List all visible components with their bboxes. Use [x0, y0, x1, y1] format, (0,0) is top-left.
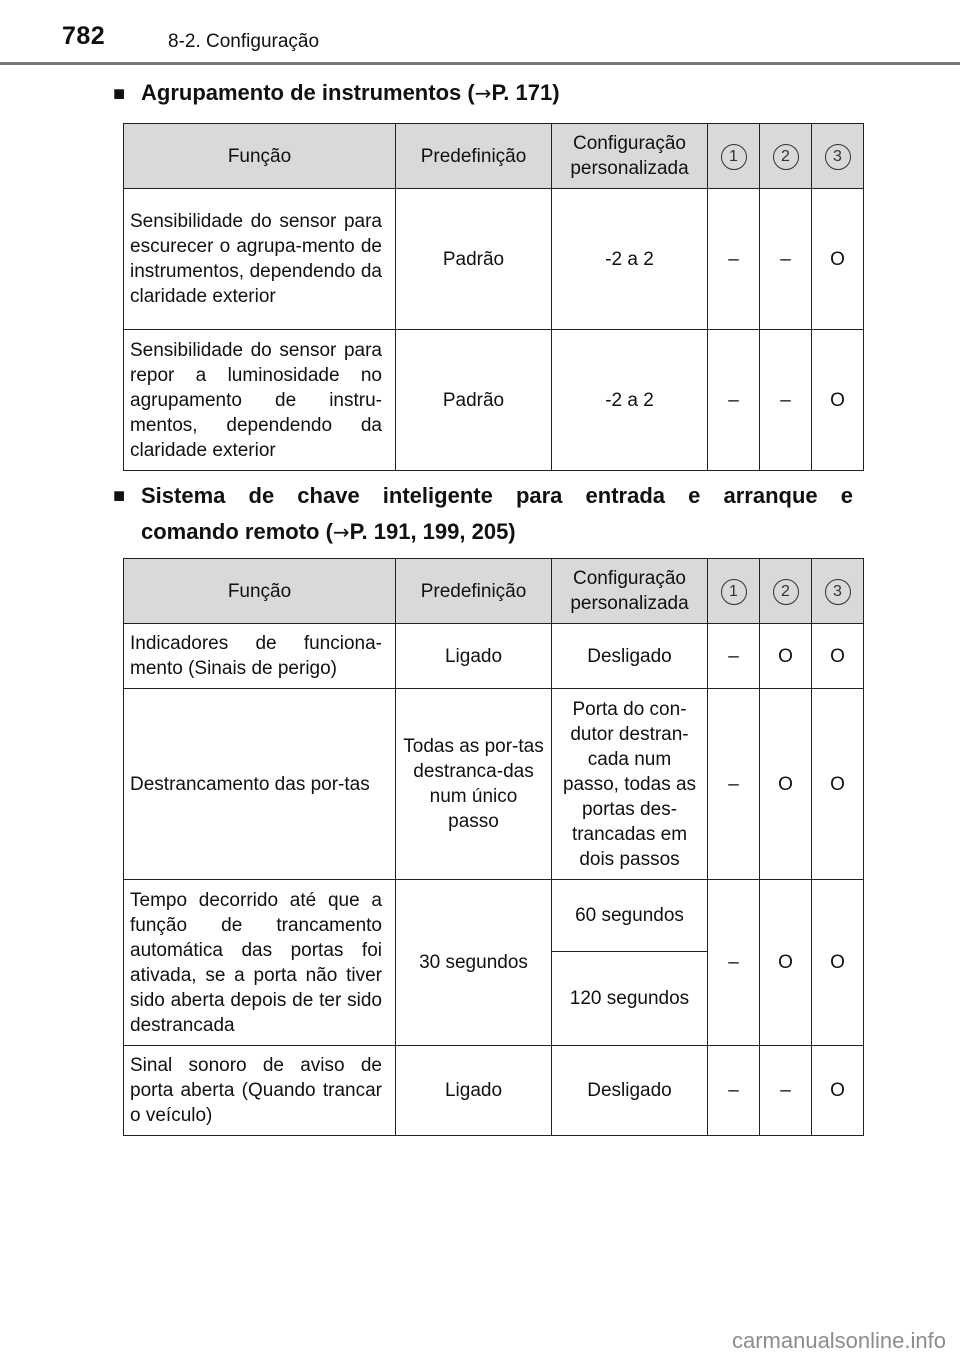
header-rule — [0, 62, 960, 65]
arrow-icon: → — [332, 520, 350, 544]
heading-text: Agrupamento de instrumentos ( — [141, 80, 475, 105]
table-row — [124, 330, 864, 471]
mode-3-cell: O — [812, 624, 864, 689]
mode-2-cell: – — [760, 330, 812, 471]
mode-1-cell: – — [708, 330, 760, 471]
page-ref-link[interactable]: P. 171) — [491, 80, 560, 105]
mode-2-cell: O — [760, 624, 812, 689]
table-row — [124, 689, 864, 880]
section-label: 8-2. Configuração — [168, 31, 320, 52]
section-heading-smart-key — [113, 478, 853, 550]
table-header-row — [124, 559, 864, 624]
function-cell: Sensibilidade do sensor para escurecer o agrupa-mento de instrumentos, dependendo da claridade exterior — [124, 189, 396, 330]
header-function: Função — [124, 124, 396, 189]
circled-3-icon: 3 — [825, 579, 851, 605]
circled-2-icon: 2 — [773, 144, 799, 170]
page-ref-link[interactable]: P. 191, 199, 205) — [349, 519, 516, 544]
header-col-1 — [708, 124, 760, 189]
custom-cell-b: 120 segundos — [552, 952, 708, 1046]
header-col-3 — [812, 124, 864, 189]
arrow-icon: → — [474, 81, 492, 105]
header-default: Predefinição — [396, 124, 552, 189]
function-cell: Tempo decorrido até que a função de trancamento automática das portas foi ativada, se a porta não tiver sido aberta depois de ter sido destrancada — [124, 880, 396, 1046]
function-cell: Indicadores de funciona-mento (Sinais de perigo) — [124, 624, 396, 689]
header-custom: Configuração personalizada — [552, 124, 708, 189]
circled-3-icon: 3 — [825, 144, 851, 170]
function-cell: Destrancamento das por-tas — [124, 689, 396, 880]
default-cell: Ligado — [396, 1046, 552, 1136]
circled-1-icon: 1 — [721, 144, 747, 170]
heading-text: Sistema de chave inteligente para entrada e arranque e — [141, 483, 853, 508]
smart-key-table — [123, 558, 864, 1136]
mode-1-cell: – — [708, 880, 760, 1046]
table-row — [124, 624, 864, 689]
mode-2-cell: O — [760, 880, 812, 1046]
table-header-row — [124, 124, 864, 189]
table-row — [124, 189, 864, 330]
mode-2-cell: – — [760, 189, 812, 330]
custom-cell-a: 60 segundos — [552, 880, 708, 952]
mode-3-cell: O — [812, 330, 864, 471]
table-row — [124, 1046, 864, 1136]
mode-1-cell: – — [708, 189, 760, 330]
mode-3-cell: O — [812, 189, 864, 330]
table-row — [124, 880, 864, 952]
header-function: Função — [124, 559, 396, 624]
custom-cell: -2 a 2 — [552, 330, 708, 471]
default-cell: Padrão — [396, 189, 552, 330]
mode-2-cell: – — [760, 1046, 812, 1136]
custom-cell: Porta do con-dutor destran-cada num passo, todas as portas des-trancadas em dois passos — [552, 689, 708, 880]
instrument-cluster-table — [123, 123, 864, 471]
mode-2-cell: O — [760, 689, 812, 880]
watermark-text: carmanualsonline.info — [731, 1328, 946, 1353]
header-col-2 — [760, 559, 812, 624]
section-heading-instrument-cluster — [113, 75, 560, 112]
function-cell: Sinal sonoro de aviso de porta aberta (Quando trancar o veículo) — [124, 1046, 396, 1136]
heading-line-2: comando remoto (→P. 191, 199, 205) — [141, 519, 516, 544]
header-custom: Configuração personalizada — [552, 559, 708, 624]
custom-cell: Desligado — [552, 1046, 708, 1136]
mode-3-cell: O — [812, 689, 864, 880]
mode-1-cell: – — [708, 689, 760, 880]
mode-1-cell: – — [708, 624, 760, 689]
header-col-3 — [812, 559, 864, 624]
mode-3-cell: O — [812, 1046, 864, 1136]
custom-cell: Desligado — [552, 624, 708, 689]
page-number: 782 — [62, 22, 106, 50]
circled-1-icon: 1 — [721, 579, 747, 605]
header-col-1 — [708, 559, 760, 624]
square-bullet-icon: ■ — [113, 83, 126, 105]
function-cell: Sensibilidade do sensor para repor a luminosidade no agrupamento de instru-mentos, dependendo da claridade exterior — [124, 330, 396, 471]
square-bullet-icon: ■ — [113, 485, 126, 507]
heading-line-1 — [113, 478, 853, 514]
circled-2-icon: 2 — [773, 579, 799, 605]
default-cell: Padrão — [396, 330, 552, 471]
default-cell: Todas as por-tas destranca-das num único passo — [396, 689, 552, 880]
mode-3-cell: O — [812, 880, 864, 1046]
header-default: Predefinição — [396, 559, 552, 624]
default-cell: 30 segundos — [396, 880, 552, 1046]
default-cell: Ligado — [396, 624, 552, 689]
header-col-2 — [760, 124, 812, 189]
custom-cell: -2 a 2 — [552, 189, 708, 330]
mode-1-cell: – — [708, 1046, 760, 1136]
